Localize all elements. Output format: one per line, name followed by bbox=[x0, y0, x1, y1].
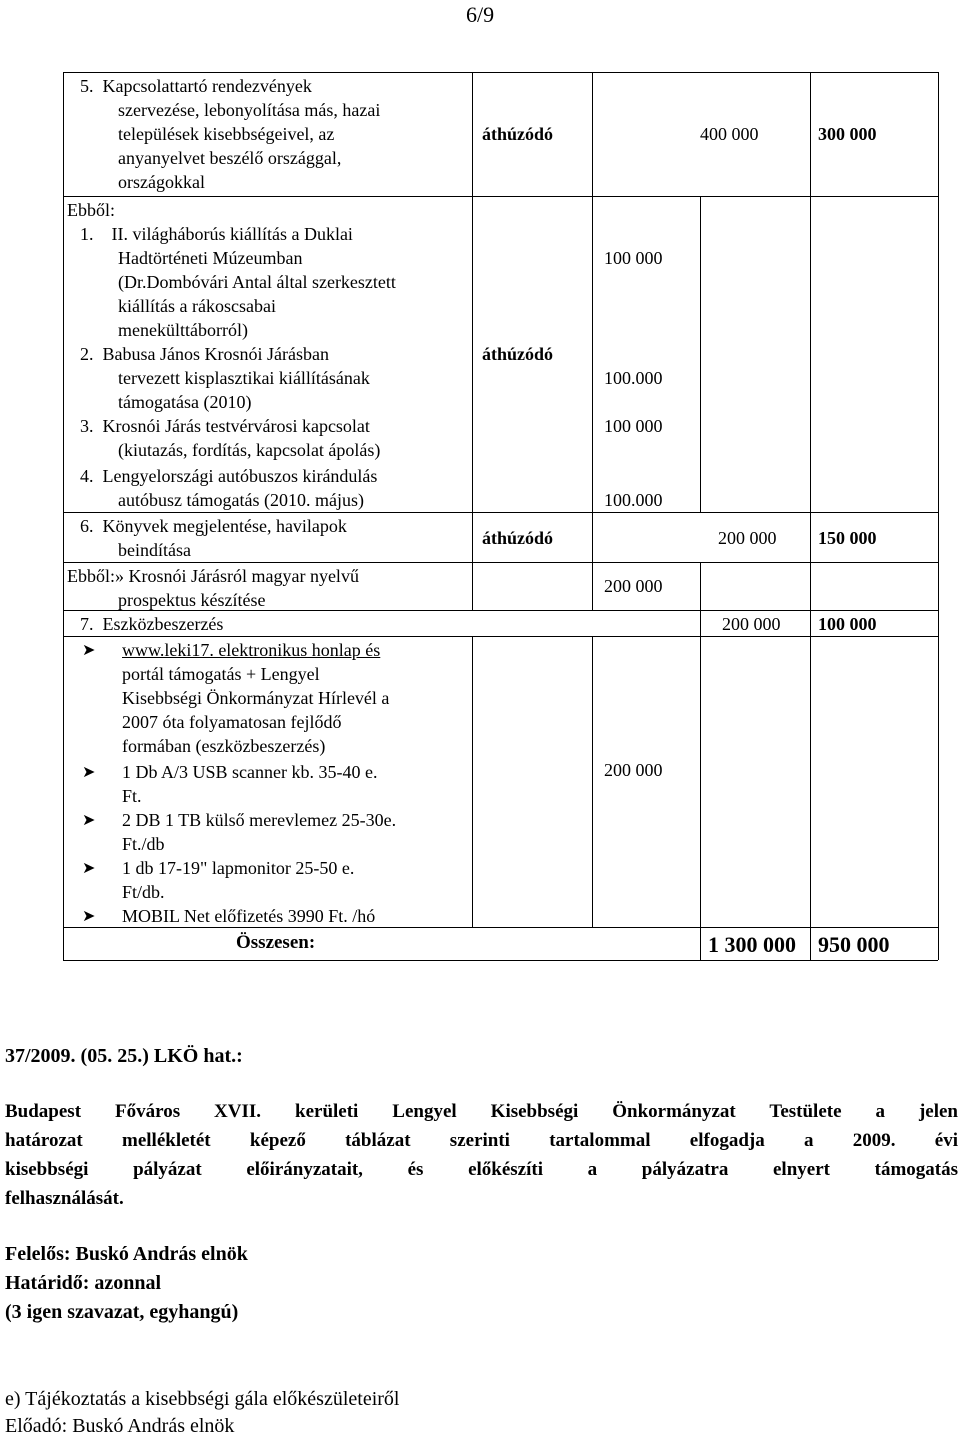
agenda-item: e) Tájékoztatás a kisebbségi gála előkészületeiről bbox=[5, 1388, 400, 1410]
total-amount-1: 1 300 000 bbox=[708, 932, 796, 957]
row6-line-1: 6. Könyvek megjelentése, havilapok bbox=[80, 516, 347, 536]
presenter: Előadó: Buskó András elnök bbox=[5, 1415, 235, 1437]
vote-result: (3 igen szavazat, egyhangú) bbox=[5, 1301, 239, 1323]
sub2-line-2: tervezett kisplasztikai kiállításának bbox=[118, 368, 370, 388]
sub2-amount: 100.000 bbox=[604, 368, 663, 388]
row6-sub-amount: 200 000 bbox=[604, 576, 663, 596]
resolution-text: Budapest Főváros XVII. kerületi Lengyel Kisebbségi Önkormányzat Testülete a jelen határozat mellékletét képező táblázat szerinti tartalommal elfogadja a 2009. évi kisebbségi pályázat előirányzatait, és előkészíti a pályázatra elnyert támogatás felhasználását. bbox=[5, 1101, 958, 1209]
arrow-bullet-icon: ➤ bbox=[82, 860, 96, 877]
row7-item2-line-2: Ft. bbox=[122, 786, 142, 806]
arrow-bullet-icon: ➤ bbox=[82, 642, 96, 659]
row5-line-2: szervezése, lebonyolítása más, hazai bbox=[118, 100, 381, 120]
total-amount-2: 950 000 bbox=[818, 932, 890, 957]
sub4-amount: 100.000 bbox=[604, 490, 663, 510]
ebbol-label: Ebből: bbox=[67, 200, 115, 220]
row7-item3-line-1: 2 DB 1 TB külső merevlemez 25-30e. bbox=[122, 810, 397, 830]
deadline: Határidő: azonnal bbox=[5, 1272, 162, 1294]
sub1-line-5: menekülttáborról) bbox=[118, 320, 248, 340]
row7-label: 7. Eszközbeszerzés bbox=[80, 614, 224, 634]
row5-line-1: 5. Kapcsolattartó rendezvények bbox=[80, 76, 312, 96]
sub2-line-3: támogatása (2010) bbox=[118, 392, 252, 412]
arrow-bullet-icon: ➤ bbox=[82, 812, 96, 829]
row7-amount-2: 100 000 bbox=[818, 614, 877, 634]
row7-item4-line-1: 1 db 17-19" lapmonitor 25-50 e. bbox=[122, 858, 355, 878]
row7-item3-line-2: Ft./db bbox=[122, 834, 165, 854]
sub1-line-2: Hadtörténeti Múzeumban bbox=[118, 248, 303, 268]
row6-sub-line-2: prospektus készítése bbox=[118, 590, 266, 610]
row7-item5-line-1: MOBIL Net előfizetés 3990 Ft. /hó bbox=[122, 906, 376, 926]
row7-item1-line-5: formában (eszközbeszerzés) bbox=[122, 736, 326, 756]
sub3-line-1: 3. Krosnói Járás testvérvárosi kapcsolat bbox=[80, 416, 370, 436]
sub1-line-4: kiállítás a rákoscsabai bbox=[118, 296, 276, 316]
row7-amount-1: 200 000 bbox=[722, 614, 781, 634]
row7-item4-line-2: Ft/db. bbox=[122, 882, 165, 902]
row7-item1-line-3: Kisebbségi Önkormányzat Hírlevél a bbox=[122, 688, 390, 708]
resolution-number: 37/2009. (05. 25.) LKÖ hat.: bbox=[5, 1045, 243, 1067]
sub4-line-2: autóbusz támogatás (2010. május) bbox=[118, 490, 364, 510]
arrow-bullet-icon: ➤ bbox=[82, 908, 96, 925]
sub4-line-1: 4. Lengyelországi autóbuszos kirándulás bbox=[80, 466, 378, 486]
arrow-bullet-icon: ➤ bbox=[82, 764, 96, 781]
sub2-line-1: 2. Babusa János Krosnói Járásban bbox=[80, 344, 329, 364]
row5-amount-2: 300 000 bbox=[818, 124, 877, 144]
sub3-line-2: (kiutazás, fordítás, kapcsolat ápolás) bbox=[118, 440, 381, 460]
sub2-status: áthúzódó bbox=[482, 344, 554, 364]
row5-line-4: anyanyelvet beszélő országgal, bbox=[118, 148, 342, 168]
sub3-amount: 100 000 bbox=[604, 416, 663, 436]
sub1-line-1: 1. II. világháborús kiállítás a Duklai bbox=[80, 224, 353, 244]
row7-item1-line-4: 2007 óta folyamatosan fejlődő bbox=[122, 712, 342, 732]
total-label: Összesen: bbox=[236, 932, 316, 953]
row7-item2-line-1: 1 Db A/3 USB scanner kb. 35-40 e. bbox=[122, 762, 378, 782]
row6-amount-2: 150 000 bbox=[818, 528, 877, 548]
row7-item1-line-2: portál támogatás + Lengyel bbox=[122, 664, 320, 684]
page-number: 6/9 bbox=[466, 2, 495, 27]
row6-status: áthúzódó bbox=[482, 528, 554, 548]
responsible-person: Felelős: Buskó András elnök bbox=[5, 1243, 248, 1265]
row6-sub-line-1: Ebből:» Krosnói Járásról magyar nyelvű bbox=[67, 566, 359, 586]
sub1-amount: 100 000 bbox=[604, 248, 663, 268]
row5-status: áthúzódó bbox=[482, 124, 554, 144]
row7-item1-line-1: www.leki17. elektronikus honlap és bbox=[122, 640, 381, 660]
sub1-line-3: (Dr.Dombóvári Antal által szerkesztett bbox=[118, 272, 396, 292]
row7-items-amount: 200 000 bbox=[604, 760, 663, 780]
row5-amount-1: 400 000 bbox=[700, 124, 759, 144]
row6-line-2: beindítása bbox=[118, 540, 191, 560]
row6-amount-1: 200 000 bbox=[718, 528, 777, 548]
row5-line-3: települések kisebbségeivel, az bbox=[118, 124, 335, 144]
row5-line-5: országokkal bbox=[118, 172, 205, 192]
